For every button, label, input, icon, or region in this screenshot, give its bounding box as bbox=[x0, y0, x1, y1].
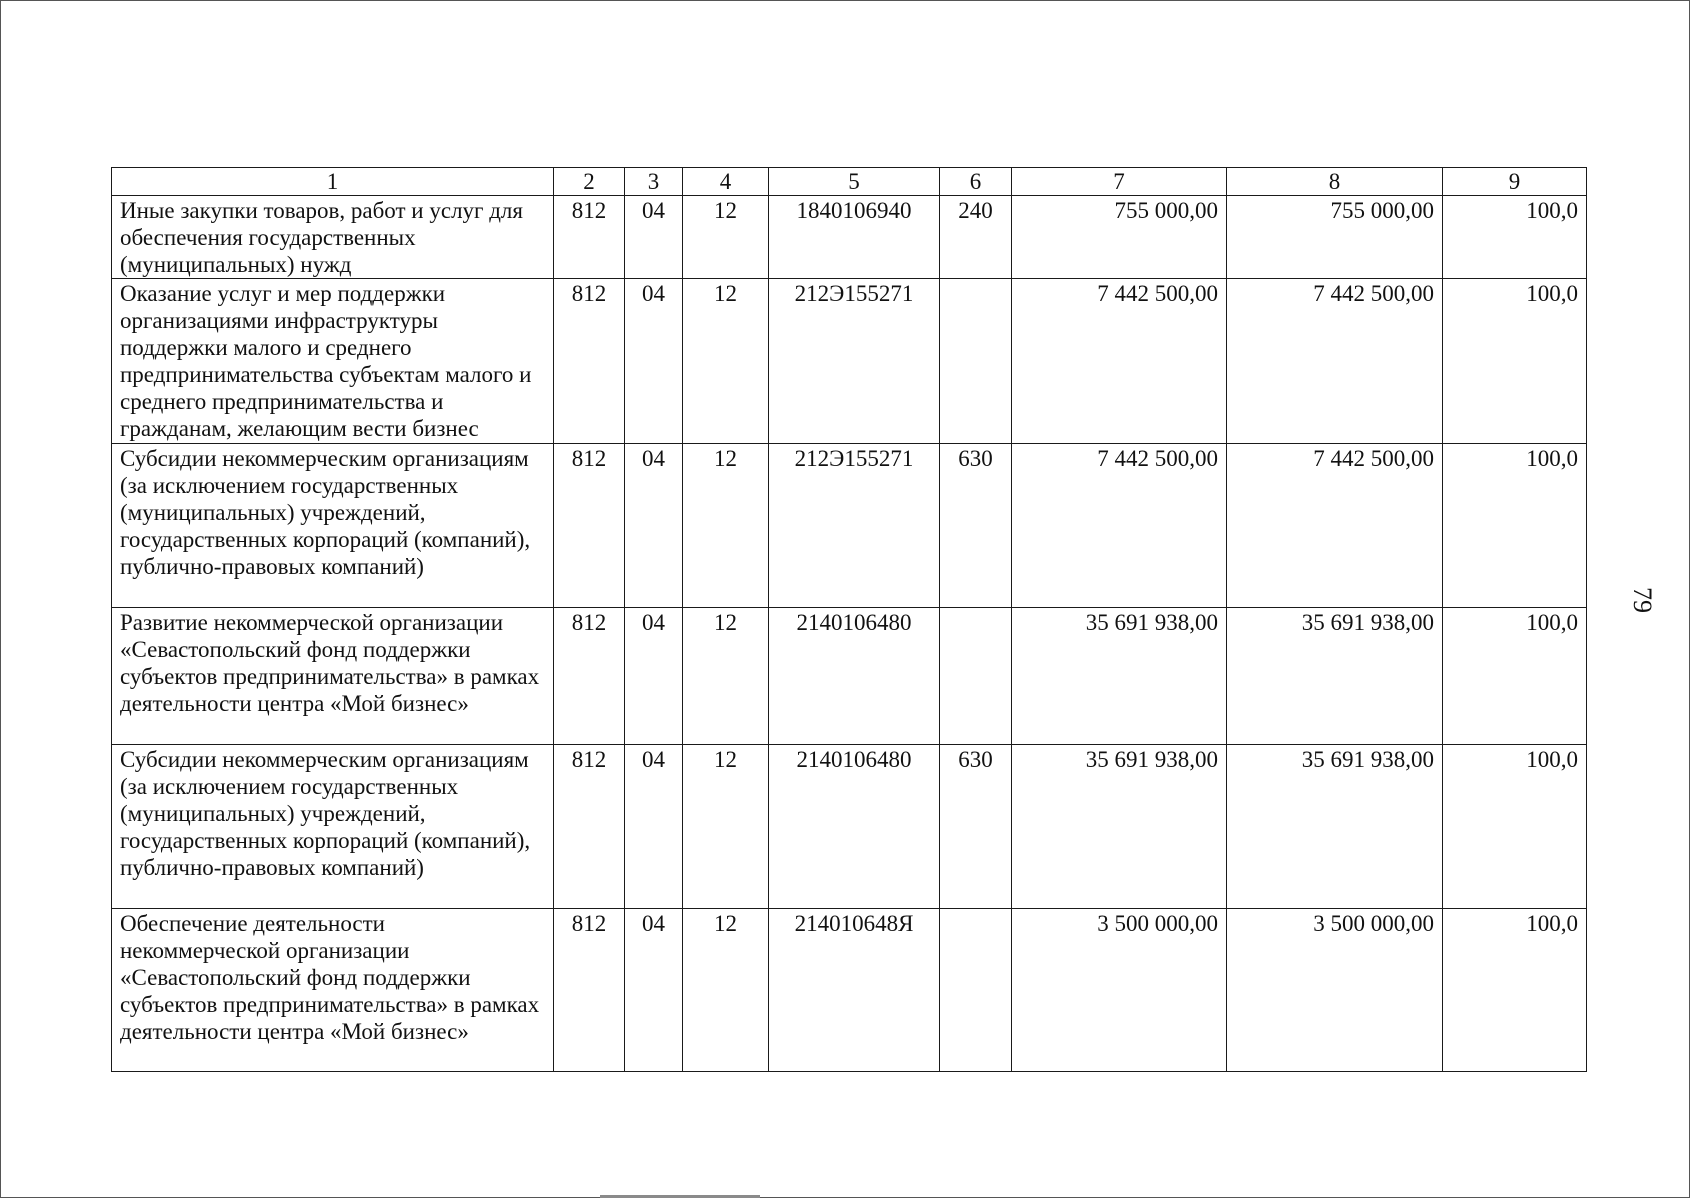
cell-section-code: 04 bbox=[625, 745, 683, 909]
cell-section-code: 04 bbox=[625, 279, 683, 444]
cell-expense-type bbox=[940, 608, 1012, 745]
cell-amount-actual: 755 000,00 bbox=[1227, 196, 1443, 279]
cell-expense-type bbox=[940, 279, 1012, 444]
cell-section-code: 04 bbox=[625, 909, 683, 1072]
cell-subsection-code: 12 bbox=[683, 608, 769, 745]
cell-expense-type: 630 bbox=[940, 745, 1012, 909]
cell-expense-type bbox=[940, 909, 1012, 1072]
cell-percent: 100,0 bbox=[1443, 279, 1587, 444]
column-number: 1 bbox=[112, 168, 554, 196]
cell-section-code: 04 bbox=[625, 196, 683, 279]
cell-amount-actual: 35 691 938,00 bbox=[1227, 745, 1443, 909]
cell-department-code: 812 bbox=[554, 279, 625, 444]
column-number: 5 bbox=[769, 168, 940, 196]
cell-department-code: 812 bbox=[554, 444, 625, 608]
cell-amount-plan: 7 442 500,00 bbox=[1012, 279, 1227, 444]
table-row bbox=[112, 196, 1587, 279]
column-number: 6 bbox=[940, 168, 1012, 196]
cell-target-article: 212Э155271 bbox=[769, 279, 940, 444]
cell-department-code: 812 bbox=[554, 608, 625, 745]
cell-department-code: 812 bbox=[554, 196, 625, 279]
cell-amount-actual: 35 691 938,00 bbox=[1227, 608, 1443, 745]
cell-amount-actual: 7 442 500,00 bbox=[1227, 279, 1443, 444]
table-row bbox=[112, 608, 1587, 745]
cell-percent: 100,0 bbox=[1443, 909, 1587, 1072]
cell-amount-plan: 755 000,00 bbox=[1012, 196, 1227, 279]
cell-percent: 100,0 bbox=[1443, 608, 1587, 745]
cell-subsection-code: 12 bbox=[683, 279, 769, 444]
cell-expense-type: 240 bbox=[940, 196, 1012, 279]
cell-amount-plan: 35 691 938,00 bbox=[1012, 608, 1227, 745]
cell-target-article: 1840106940 bbox=[769, 196, 940, 279]
cell-section-code: 04 bbox=[625, 608, 683, 745]
cell-amount-plan: 3 500 000,00 bbox=[1012, 909, 1227, 1072]
row-description: Обеспечение деятельности некоммерческой организации «Севастопольский фонд поддержки субъектов предпринимательства» в рамках деятельности центра «Мой бизнес» bbox=[112, 909, 554, 1072]
cell-target-article: 2140106480 bbox=[769, 608, 940, 745]
scan-edge-strip bbox=[600, 1195, 760, 1198]
column-number: 8 bbox=[1227, 168, 1443, 196]
row-description: Субсидии некоммерческим организациям (за исключением государственных (муниципальных) учреждений, государственных корпораций (компаний), публично-правовых компаний) bbox=[112, 444, 554, 608]
cell-target-article: 214010648Я bbox=[769, 909, 940, 1072]
column-number: 9 bbox=[1443, 168, 1587, 196]
table-row bbox=[112, 745, 1587, 909]
cell-percent: 100,0 bbox=[1443, 444, 1587, 608]
cell-target-article: 212Э155271 bbox=[769, 444, 940, 608]
column-number: 4 bbox=[683, 168, 769, 196]
cell-amount-plan: 7 442 500,00 bbox=[1012, 444, 1227, 608]
table-row bbox=[112, 909, 1587, 1072]
cell-department-code: 812 bbox=[554, 745, 625, 909]
row-description: Субсидии некоммерческим организациям (за исключением государственных (муниципальных) учреждений, государственных корпораций (компаний), публично-правовых компаний) bbox=[112, 745, 554, 909]
cell-amount-actual: 3 500 000,00 bbox=[1227, 909, 1443, 1072]
table-header-row bbox=[112, 168, 1587, 196]
cell-percent: 100,0 bbox=[1443, 745, 1587, 909]
budget-table bbox=[111, 167, 1587, 1072]
row-description: Развитие некоммерческой организации «Севастопольский фонд поддержки субъектов предпринимательства» в рамках деятельности центра «Мой бизнес» bbox=[112, 608, 554, 745]
cell-subsection-code: 12 bbox=[683, 444, 769, 608]
cell-section-code: 04 bbox=[625, 444, 683, 608]
cell-amount-plan: 35 691 938,00 bbox=[1012, 745, 1227, 909]
table-row bbox=[112, 279, 1587, 444]
cell-department-code: 812 bbox=[554, 909, 625, 1072]
cell-subsection-code: 12 bbox=[683, 745, 769, 909]
cell-subsection-code: 12 bbox=[683, 196, 769, 279]
row-description: Иные закупки товаров, работ и услуг для обеспечения государственных (муниципальных) нужд bbox=[112, 196, 554, 279]
column-number: 2 bbox=[554, 168, 625, 196]
cell-amount-actual: 7 442 500,00 bbox=[1227, 444, 1443, 608]
column-number: 3 bbox=[625, 168, 683, 196]
table-row bbox=[112, 444, 1587, 608]
cell-subsection-code: 12 bbox=[683, 909, 769, 1072]
cell-target-article: 2140106480 bbox=[769, 745, 940, 909]
row-description: Оказание услуг и мер поддержки организациями инфраструктуры поддержки малого и среднего предпринимательства субъектам малого и среднего предпринимательства и гражданам, желающим вести бизнес bbox=[112, 279, 554, 444]
page-number: 79 bbox=[1628, 587, 1657, 613]
cell-expense-type: 630 bbox=[940, 444, 1012, 608]
column-number: 7 bbox=[1012, 168, 1227, 196]
cell-percent: 100,0 bbox=[1443, 196, 1587, 279]
